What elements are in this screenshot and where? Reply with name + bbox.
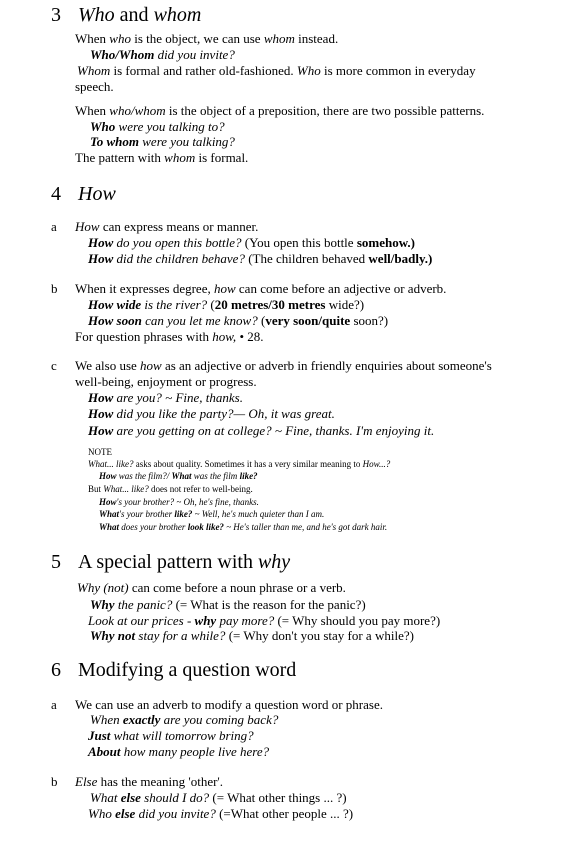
note-label: NOTE bbox=[88, 447, 112, 457]
s4a-letter: a bbox=[51, 219, 57, 234]
note-line-4: How's your brother? ~ Oh, he's fine, thanks. bbox=[99, 497, 259, 507]
s4a-line-1: How can express means or manner. bbox=[75, 219, 259, 234]
s6a-example-2: Just what will tomorrow bring? bbox=[88, 728, 254, 743]
note-line-3: But What... like? does not refer to well-being. bbox=[88, 484, 253, 494]
s5-line-1: Why (not) can come before a noun phrase or a verb. bbox=[77, 580, 346, 595]
s4c-example-2: How did you like the party?— Oh, it was great. bbox=[88, 406, 335, 421]
s3-line-4: When who/whom is the object of a preposition, there are two possible patterns. bbox=[75, 103, 485, 118]
s5-example-3: Why not stay for a while? (= Why don't you stay for a while?) bbox=[90, 628, 414, 643]
s3-example-1: Who/Whom did you invite? bbox=[90, 47, 235, 62]
section-6-number: 6 bbox=[51, 659, 61, 681]
s6b-line-1: Else has the meaning 'other'. bbox=[75, 774, 224, 789]
s4b-example-2: How soon can you let me know? (very soon/quite soon?) bbox=[88, 313, 389, 328]
s6a-example-3: About how many people live here? bbox=[88, 744, 270, 759]
s6a-line-1: We can use an adverb to modify a question word or phrase. bbox=[75, 697, 383, 712]
title-whom: whom bbox=[153, 4, 202, 26]
section-6-title: Modifying a question word bbox=[78, 659, 297, 681]
s4c-example-1: How are you? ~ Fine, thanks. bbox=[88, 390, 243, 405]
section-5-number: 5 bbox=[51, 551, 61, 573]
section-3-number: 3 bbox=[51, 4, 61, 26]
s5-example-1: Why the panic? (= What is the reason for the panic?) bbox=[90, 597, 366, 612]
note-line-5: What's your brother like? ~ Well, he's much quieter than I am. bbox=[99, 509, 325, 519]
s6a-letter: a bbox=[51, 697, 57, 712]
s4a-example-1: How do you open this bottle? (You open this bottle somehow.) bbox=[88, 235, 415, 250]
s6b-example-2: Who else did you invite? (=What other people ... ?) bbox=[88, 806, 354, 821]
s4a-example-2: How did the children behave? (The children behaved well/badly.) bbox=[88, 251, 433, 266]
note-line-1: What... like? asks about quality. Sometimes it has a very similar meaning to How...? bbox=[88, 459, 391, 469]
s3-line-3: speech. bbox=[75, 79, 114, 94]
s4c-letter: c bbox=[51, 358, 57, 373]
s6a-example-1: When exactly are you coming back? bbox=[90, 712, 279, 727]
section-3-title: Who and whom bbox=[78, 4, 202, 26]
s4b-line-2: For question phrases with how, • 28. bbox=[75, 329, 264, 344]
s6b-example-1: What else should I do? (= What other things ... ?) bbox=[90, 790, 347, 805]
title-how: How bbox=[78, 183, 116, 205]
section-4-title bbox=[78, 183, 116, 206]
section-4-number: 4 bbox=[51, 183, 61, 205]
s4c-line-1: We also use how as an adjective or adverb in friendly enquiries about someone's bbox=[75, 358, 492, 373]
s4b-letter: b bbox=[51, 281, 58, 296]
note-line-6: What does your brother look like? ~ He's taller than me, and he's got dark hair. bbox=[99, 522, 388, 532]
s4b-example-1: How wide is the river? (20 metres/30 metres wide?) bbox=[88, 297, 365, 312]
s5-example-2: Look at our prices - why pay more? (= Why should you pay more?) bbox=[88, 613, 441, 628]
s3-example-2: Who were you talking to? bbox=[90, 119, 225, 134]
note-line-2: How was the film?/ What was the film like? bbox=[99, 471, 258, 481]
s3-line-2: Whom is formal and rather old-fashioned. Who is more common in everyday bbox=[77, 63, 476, 78]
s3-line-5: The pattern with whom is formal. bbox=[75, 150, 249, 165]
section-5-title: A special pattern with why bbox=[78, 551, 291, 573]
s4c-line-2: well-being, enjoyment or progress. bbox=[75, 374, 257, 389]
s6b-letter: b bbox=[51, 774, 58, 789]
s4c-example-3: How are you getting on at college? ~ Fine, thanks. I'm enjoying it. bbox=[88, 423, 435, 438]
s4b-line-1: When it expresses degree, how can come before an adjective or adverb. bbox=[75, 281, 447, 296]
s3-example-3: To whom were you talking? bbox=[90, 134, 235, 149]
title-who: Who bbox=[78, 4, 115, 26]
s3-line-1: When who is the object, we can use whom instead. bbox=[75, 31, 339, 46]
title-why: why bbox=[257, 551, 291, 573]
